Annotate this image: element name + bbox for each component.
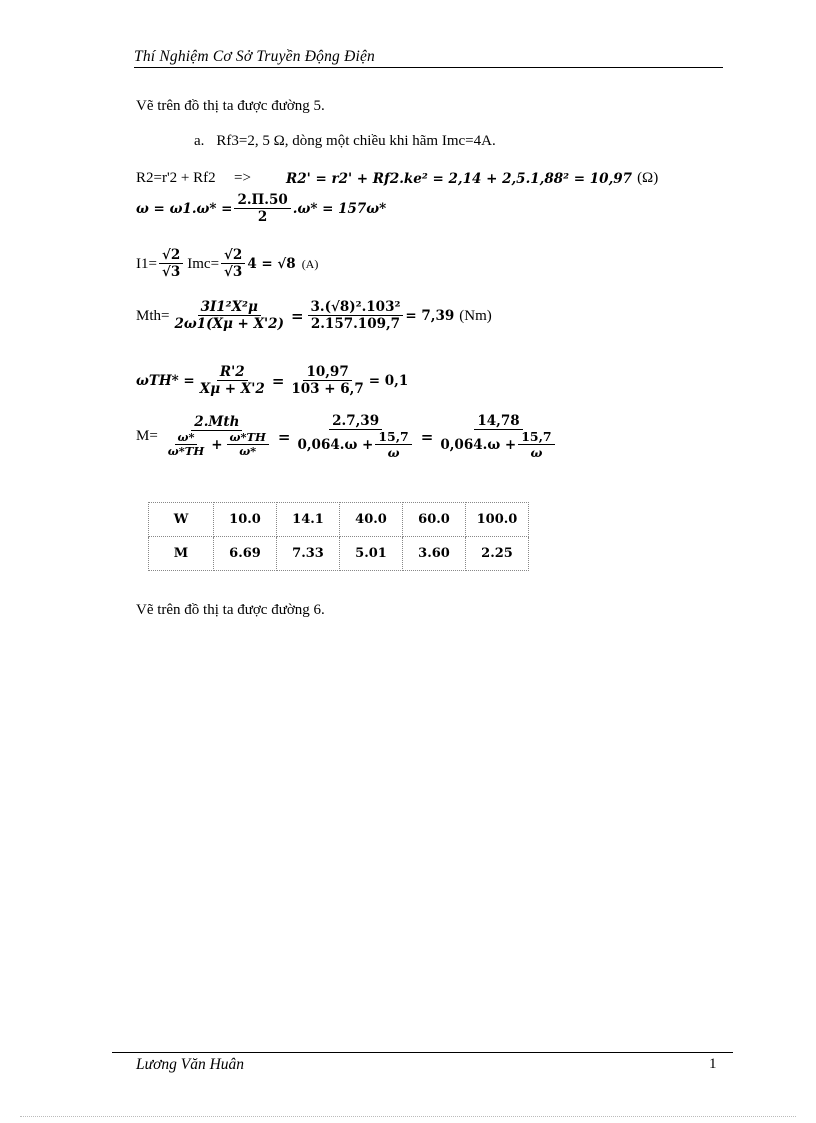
- equals-sign: =: [290, 307, 304, 326]
- paragraph-draw-curve-6: Vẽ trên đồ thị ta được đường 6.: [136, 602, 325, 618]
- paragraph-draw-curve-5: Vẽ trên đồ thị ta được đường 5.: [136, 98, 325, 114]
- mth-rhs: = 7,39: [405, 308, 455, 325]
- omega-lhs: ω = ω1.ω* =: [136, 201, 233, 218]
- equals-sign: =: [420, 427, 434, 446]
- table-cell: 7.33: [277, 537, 340, 571]
- table-cell: 100.0: [466, 503, 529, 537]
- table-cell: 5.01: [340, 537, 403, 571]
- table-cell: 2.25: [466, 537, 529, 571]
- list-marker: a.: [194, 133, 205, 149]
- page-header-title: Thí Nghiệm Cơ Sở Truyền Động Điện: [134, 48, 376, 65]
- equation-m: [136, 414, 562, 460]
- r2-lhs: R2=r'2 + Rf2: [136, 170, 216, 186]
- sqrt2-numerator-2: √2: [221, 248, 245, 264]
- wth-numerator-symbolic: R'2: [217, 365, 248, 381]
- sqrt3-denominator-2: √3: [224, 263, 243, 280]
- equals-sign: =: [271, 372, 285, 391]
- mth-numerator-numeric: 3.(√8)².103²: [308, 300, 404, 316]
- m-den2-frac: [375, 430, 411, 460]
- equation-r2: [136, 170, 658, 187]
- i1-lhs: I1=: [136, 255, 157, 272]
- m-denominator-numeric: [294, 430, 416, 460]
- wth-denominator-numeric: 103 + 6,7: [291, 380, 364, 397]
- m-den2-text: 0,064.ω +: [297, 436, 374, 453]
- mth-denominator-numeric: 2.157.109,7: [310, 315, 401, 332]
- equals-sign: =: [277, 427, 291, 446]
- m-den-frac-a: [165, 431, 207, 458]
- mth-numerator-symbolic: 3I1²X²μ: [198, 300, 261, 316]
- sqrt2-over-sqrt3-fraction: [159, 248, 183, 280]
- mth-fraction-symbolic: [171, 300, 286, 332]
- w-m-table: [148, 502, 529, 571]
- wth-rhs: = 0,1: [368, 373, 409, 390]
- imc-label: Imc=: [187, 255, 220, 272]
- table-row: [149, 503, 529, 537]
- m-fraction-symbolic: [160, 415, 274, 458]
- wth-fraction-symbolic: [197, 365, 268, 397]
- omega-denominator: 2: [257, 208, 268, 225]
- m-denominator-simplified: [437, 430, 559, 460]
- mth-denominator-symbolic: 2ω1(Xμ + X'2): [174, 315, 284, 332]
- m-den3-frac: [518, 430, 554, 460]
- omega-fraction: [234, 193, 290, 225]
- implies-arrow: =>: [234, 170, 251, 186]
- table-cell: 3.60: [403, 537, 466, 571]
- wth-lhs: ωTH* =: [136, 373, 195, 390]
- mth-fraction-numeric: [308, 300, 404, 332]
- m-den2-frac-num: 15,7: [375, 430, 411, 445]
- i1-unit: (A): [301, 256, 319, 271]
- table-cell: M: [149, 537, 214, 571]
- m-den3-text: 0,064.ω +: [440, 436, 517, 453]
- footer-author: Lương Văn Huân: [136, 1056, 245, 1073]
- m-den3-frac-den: ω: [530, 444, 543, 460]
- mth-unit: (Nm): [459, 307, 492, 324]
- list-item-text: Rf3=2, 5 Ω, dòng một chiều khi hãm Imc=4A.: [216, 133, 496, 149]
- sqrt3-denominator: √3: [161, 263, 181, 280]
- table-cell: 14.1: [277, 503, 340, 537]
- m-den2-frac-den: ω: [387, 444, 400, 460]
- table-cell: 10.0: [214, 503, 277, 537]
- table-cell: 60.0: [403, 503, 466, 537]
- i1-rhs: 4 = √8: [247, 256, 296, 273]
- sqrt2-over-sqrt3-fraction-2: [221, 248, 245, 280]
- omega-numerator: 2.Π.50: [234, 193, 290, 209]
- wth-numerator-numeric: 10,97: [303, 365, 351, 381]
- table-cell: 40.0: [340, 503, 403, 537]
- equation-mth: [136, 300, 492, 332]
- header-divider: [134, 67, 723, 68]
- m-den-frac-b: [227, 431, 269, 458]
- m-fraction-numeric: [294, 414, 416, 460]
- wth-denominator-symbolic: Xμ + X'2: [199, 380, 265, 397]
- page-bottom-edge: [20, 1116, 796, 1117]
- list-item-a: [194, 133, 496, 150]
- m-den-frac-b-num: ω*TH: [227, 431, 269, 445]
- equation-omega: [136, 193, 386, 225]
- sqrt2-numerator: √2: [159, 248, 183, 264]
- table-cell: W: [149, 503, 214, 537]
- m-numerator-symbolic: 2.Mth: [191, 415, 242, 431]
- m-fraction-simplified: [437, 414, 559, 460]
- m-denominator-symbolic: [160, 431, 274, 458]
- m-den-frac-b-den: ω*: [239, 443, 257, 458]
- r2-unit: (Ω): [637, 170, 659, 186]
- footer-divider: [112, 1052, 733, 1053]
- r2-expression: R2' = r2' + Rf2.ke² = 2,14 + 2,5.1,88² = 10,97: [286, 170, 633, 187]
- table-cell: 6.69: [214, 537, 277, 571]
- table-row: [149, 537, 529, 571]
- m-numerator-numeric: 2.7,39: [329, 414, 382, 430]
- equation-i1: [136, 248, 318, 280]
- m-lhs: M=: [136, 428, 158, 445]
- m-den-frac-a-den: ω*TH: [167, 443, 205, 458]
- mth-lhs: Mth=: [136, 307, 170, 324]
- equation-omega-th: [136, 365, 408, 397]
- plus-sign: +: [211, 436, 223, 453]
- m-den-frac-a-num: ω*: [175, 431, 198, 445]
- wth-fraction-numeric: [288, 365, 366, 397]
- page-number: 1: [709, 1056, 717, 1072]
- m-numerator-simplified: 14,78: [474, 414, 522, 430]
- omega-rhs: .ω* = 157ω*: [292, 201, 387, 218]
- m-den3-frac-num: 15,7: [518, 430, 554, 445]
